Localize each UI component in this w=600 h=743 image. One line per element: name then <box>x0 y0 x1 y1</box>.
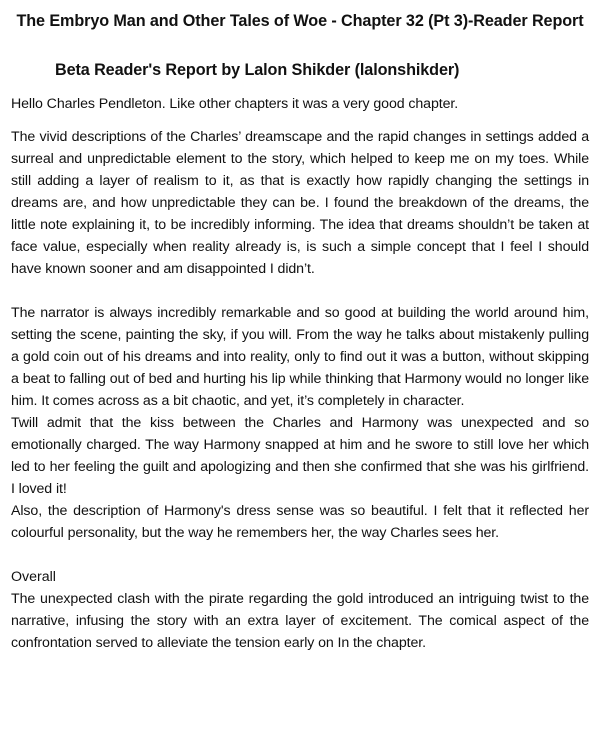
overall-heading: Overall <box>11 569 56 585</box>
greeting-paragraph: Hello Charles Pendleton. Like other chapters it was a very good chapter. <box>11 96 459 112</box>
overall-paragraph: The unexpected clash with the pirate regarding the gold introduced an intriguing twist to the narrative, infusing the story with an extra layer of excitement. The comical aspect of the confrontation served to alleviate the tension early on In the chapter. <box>11 591 589 651</box>
dreamscape-paragraph: The vivid descriptions of the Charles’ dreamscape and the rapid changes in settings added a surreal and unpredictable element to the story, which helped to keep me on my toes. While still adding a layer of realism to it, as that is exactly how rapidly changing the settings in dreams are, and how unpredictable they can be. I found the breakdown of the dreams, the little note explaining it, to be incredibly informing. The idea that dreams shouldn’t be taken at face value, especially when reality already is, is such a simple concept that I feel I should have known sooner and am disappointed I didn’t. <box>11 129 589 277</box>
report-title: The Embryo Man and Other Tales of Woe - Chapter 32 (Pt 3)-Reader Report <box>16 12 584 30</box>
report-byline: Beta Reader's Report by Lalon Shikder (lalonshikder) <box>55 61 460 79</box>
narrator-paragraph: The narrator is always incredibly remarkable and so good at building the world around him, setting the scene, painting the sky, if you will. From the way he talks about mistakenly pulling a gold coin out of his dreams and into reality, only to find out it was a button, without skipping a beat to falling out of bed and hurting his lip while thinking that Harmony would no longer like him. It comes across as a bit chaotic, and yet, it’s completely in character. <box>11 305 589 409</box>
dress-paragraph: Also, the description of Harmony's dress sense was so beautiful. I felt that it reflected her colourful personality, but the way he remembers her, the way Charles sees her. <box>11 503 589 541</box>
kiss-paragraph: Twill admit that the kiss between the Charles and Harmony was unexpected and so emotionally charged. The way Harmony snapped at him and he swore to still love her which led to her feeling the guilt and apologizing and then she confirmed that she was his girlfriend. I loved it! <box>11 415 589 497</box>
